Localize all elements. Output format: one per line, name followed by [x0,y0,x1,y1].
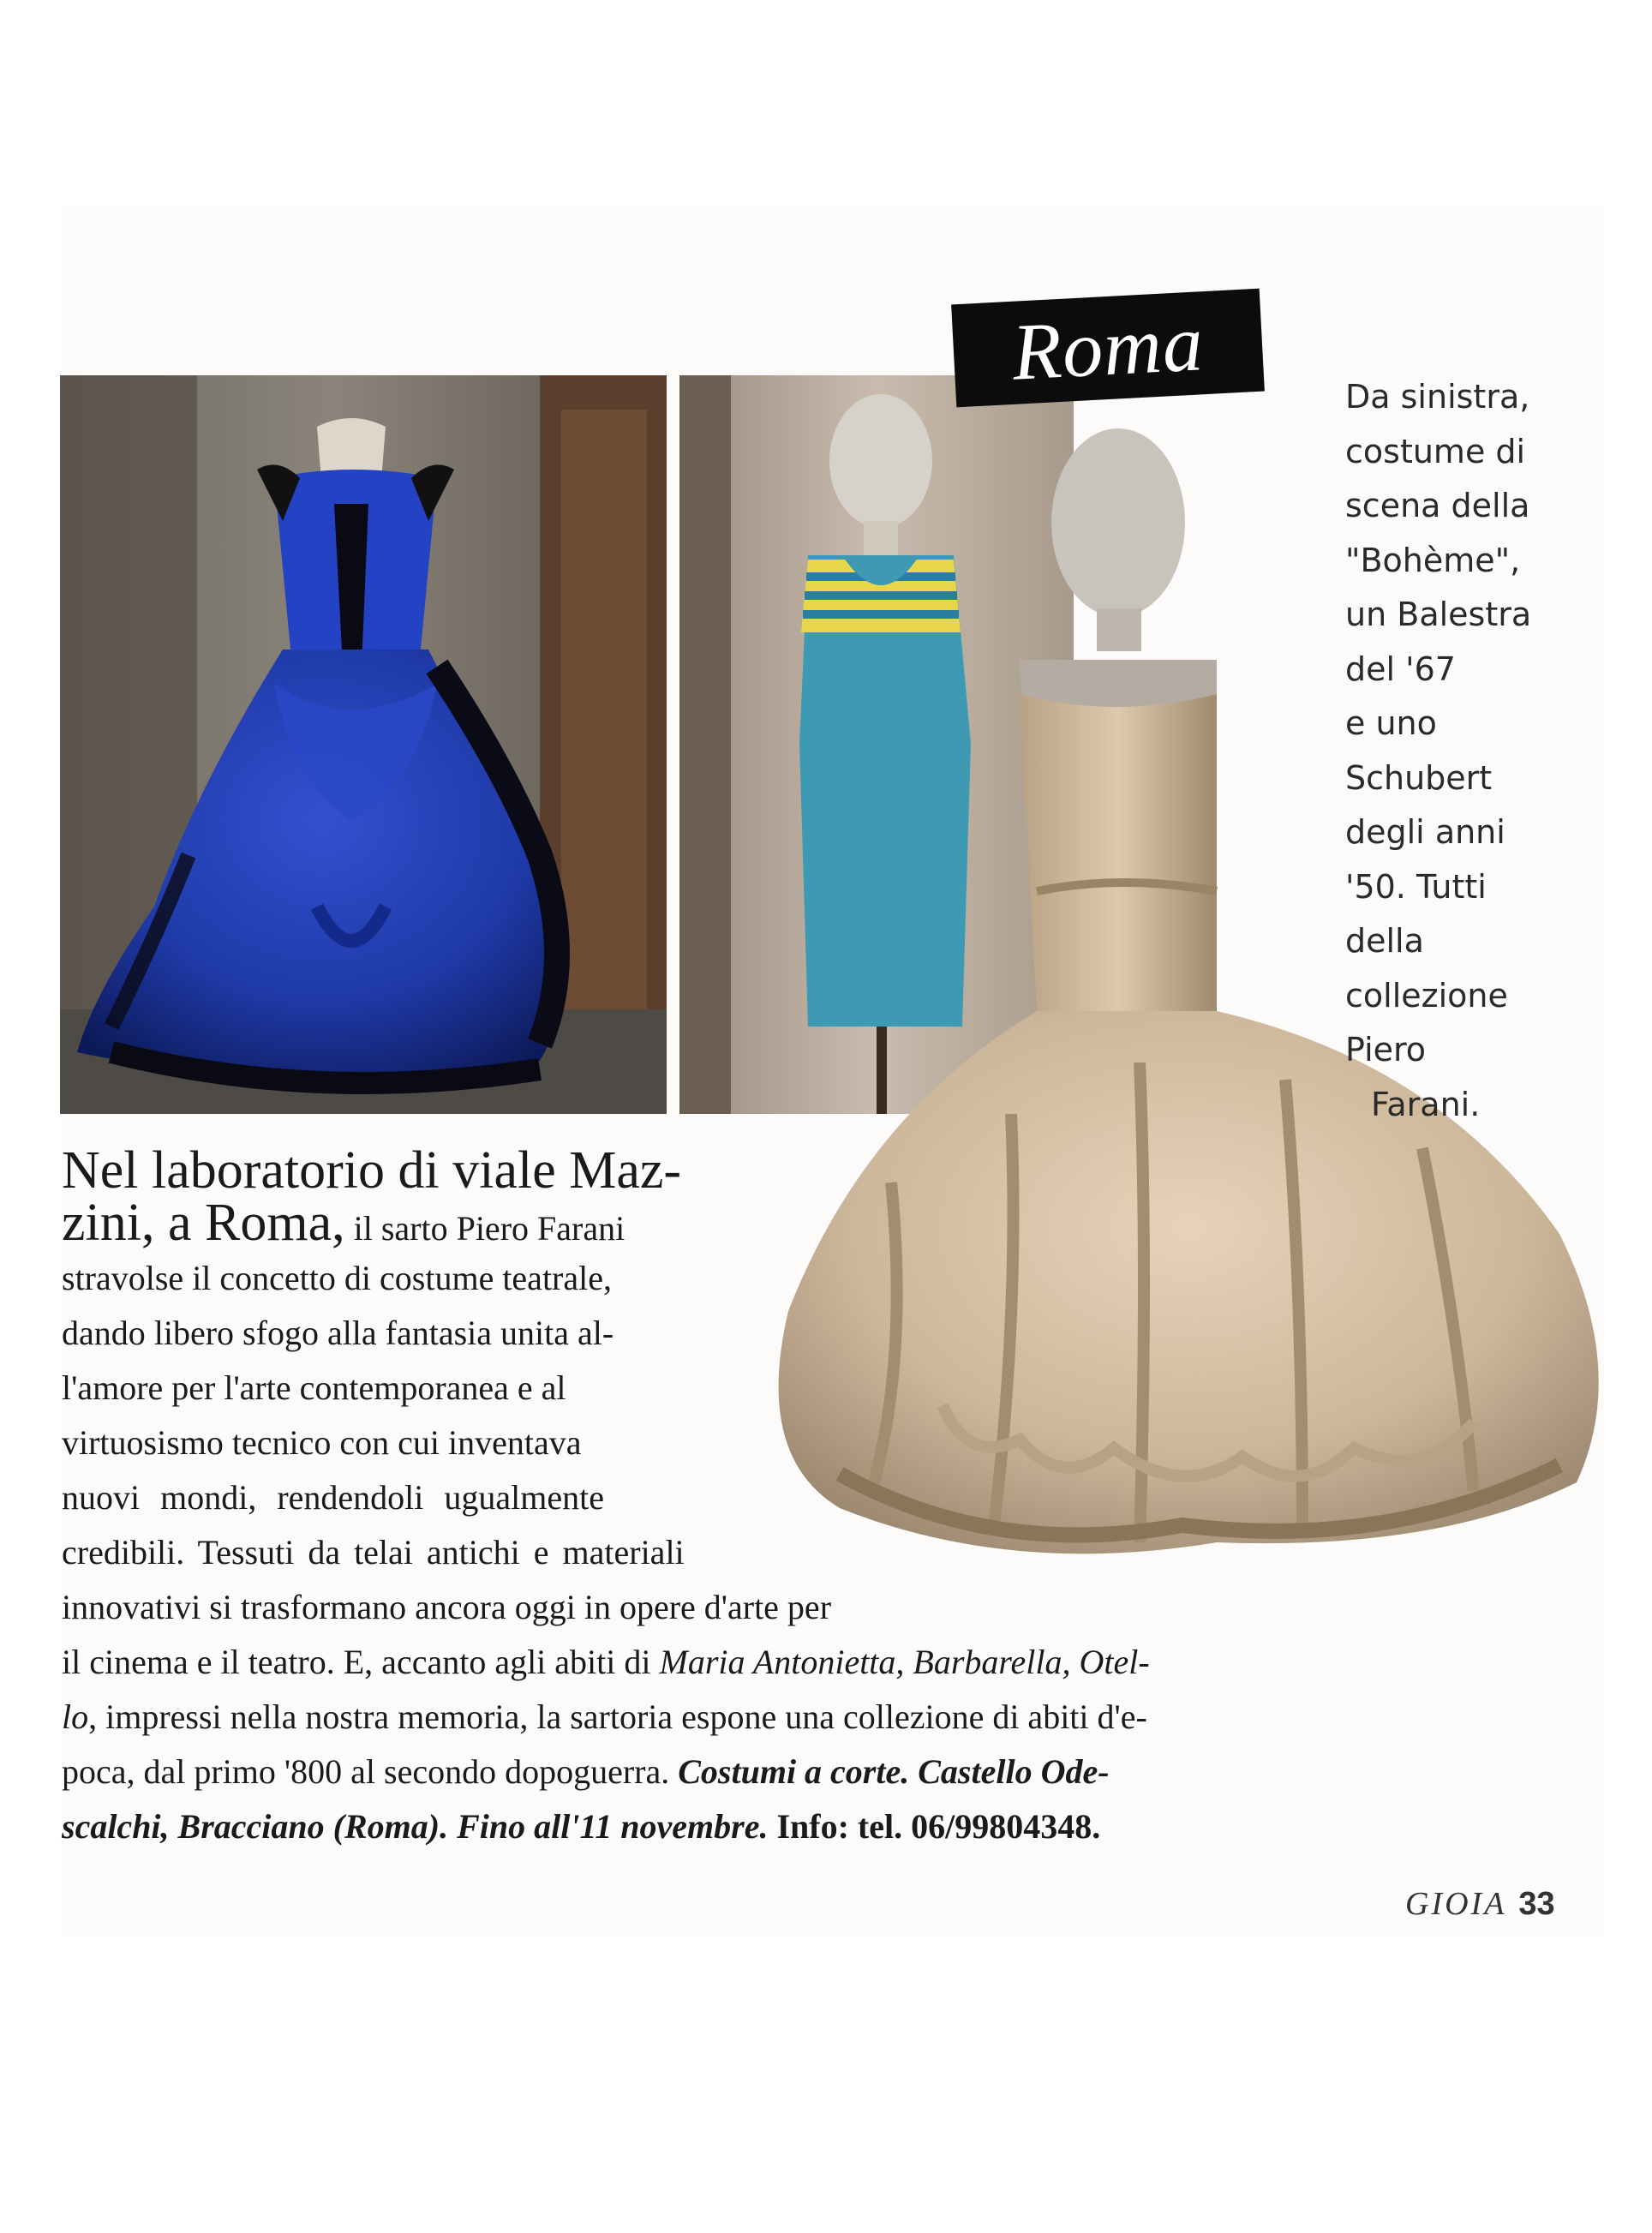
caption-line: '50. Tutti [1345,867,1487,906]
article-text: poca, dal primo '800 al secondo dopoguerra. [62,1752,679,1791]
article-film-title-end: lo [62,1697,89,1736]
caption-line: degli anni [1345,813,1505,851]
article-text: , impressi nella nostra memoria, la sartoria espone una collezione di abiti d'e- [88,1697,1147,1736]
exhibition-venue: scalchi, Bracciano (Roma). Fino all'11 novembre. [62,1807,769,1846]
caption-line: Schubert [1345,758,1493,797]
article-line: dando libero sfogo alla fantasia unita al- [62,1314,614,1352]
article-text: il cinema e il teatro. E, accanto agli abiti di [62,1643,660,1681]
article-line: l'amore per l'arte contemporanea e al [62,1368,566,1407]
caption-line: un Balestra [1345,596,1532,633]
section-tag [951,289,1265,408]
caption-line: Piero [1345,1031,1427,1069]
exhibition-info: Info: tel. 06/99804348. [768,1807,1101,1846]
article-line [62,1635,1501,1690]
caption-line: del '67 [1345,650,1456,688]
caption-line: "Bohème", [1345,541,1521,579]
article-lead-tail: il sarto Piero Farani [344,1209,625,1248]
page-footer [1405,1885,1555,1923]
caption-line: Da sinistra, [1345,378,1530,416]
article-lead-line-2 [62,1196,1501,1251]
article-film-titles: Maria Antonietta, Barbarella, Otel- [659,1643,1150,1681]
article-lead-line-1: Nel laboratorio di viale Maz- [62,1141,682,1200]
section-tag-label: Roma [1009,298,1206,398]
magazine-brand: GIOIA [1405,1886,1507,1922]
caption-line: Farani. [1371,1085,1481,1123]
article-line: virtuosismo tecnico con cui inventava [62,1423,582,1462]
boheme-costume-image [60,375,667,1114]
exhibition-title: Costumi a corte. Castello Ode- [678,1752,1110,1791]
article-line: nuovi mondi, rendendoli ugualmente [62,1478,604,1517]
page-number: 33 [1518,1886,1555,1922]
caption-line: e uno [1345,704,1437,742]
article-line [62,1745,1501,1799]
article-line: stravolse il concetto di costume teatrale, [62,1259,612,1297]
article-line: credibili. Tessuti da telai antichi e materiali [62,1533,685,1571]
caption-line: collezione [1345,976,1508,1015]
caption-line: costume di [1345,432,1526,470]
article-line: innovativi si trasformano ancora oggi in opere d'arte per [62,1588,832,1626]
article-line [62,1799,1501,1854]
caption-line: della [1345,922,1424,960]
article-line [62,1690,1501,1745]
article-lead-heading: zini, a Roma, [62,1194,345,1252]
caption-line: scena della [1345,487,1530,524]
article-body [62,1141,1501,1854]
photo-caption [1345,370,1602,1132]
photo-boheme-costume [60,375,667,1114]
